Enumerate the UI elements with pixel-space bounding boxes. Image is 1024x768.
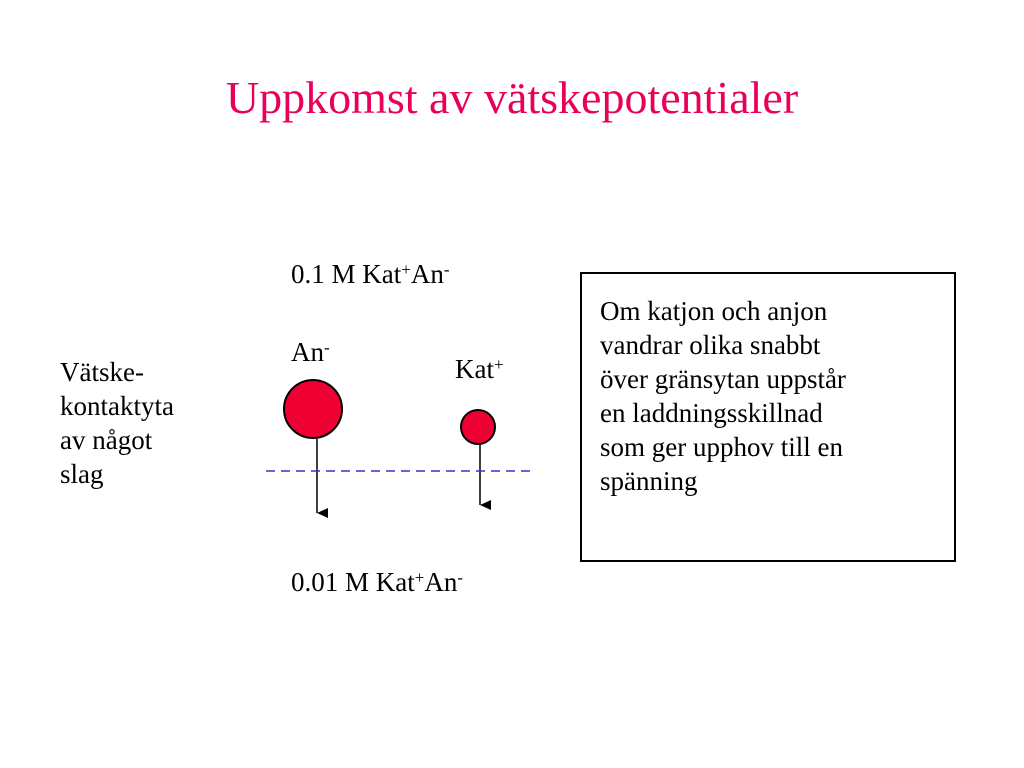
cation-circle <box>461 410 495 444</box>
cation-label: Kat+ <box>455 354 504 384</box>
bottom-concentration-label: 0.01 M Kat+An- <box>291 567 464 597</box>
explanation-line: över gränsytan uppstår <box>600 364 846 394</box>
explanation-line: spänning <box>600 466 698 496</box>
explanation-line: en laddningsskillnad <box>600 398 823 428</box>
anion-label: An- <box>291 337 330 367</box>
interface-label-line: slag <box>60 459 104 489</box>
explanation-box <box>580 272 956 562</box>
interface-label-line: av något <box>60 425 153 455</box>
slide-title: Uppkomst av vätskepotentialer <box>225 72 799 123</box>
anion-circle <box>284 380 342 438</box>
interface-label-line: kontaktyta <box>60 391 174 421</box>
top-concentration-label: 0.1 M Kat+An- <box>291 259 450 289</box>
interface-label-line: Vätske- <box>60 357 144 387</box>
explanation-line: Om katjon och anjon <box>600 296 828 326</box>
explanation-line: vandrar olika snabbt <box>600 330 821 360</box>
explanation-line: som ger upphov till en <box>600 432 843 462</box>
